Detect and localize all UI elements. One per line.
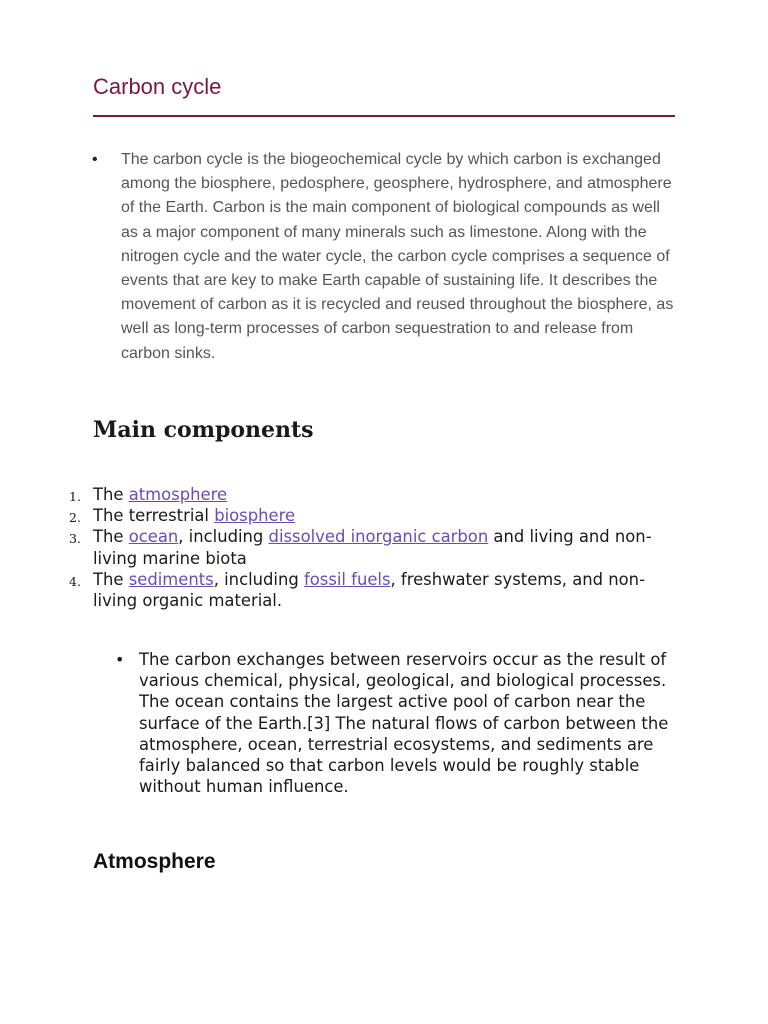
- bullet-icon: •: [92, 151, 98, 168]
- list-item: [64, 484, 675, 505]
- list-item: [64, 526, 675, 568]
- title-divider: [93, 115, 675, 117]
- bullet-icon: •: [115, 650, 125, 669]
- list-number: 3.: [69, 531, 81, 547]
- item-text: , freshwater systems, and non-living organic material.: [93, 569, 645, 611]
- item-text: The terrestrial: [93, 506, 215, 526]
- fossil-fuels-link[interactable]: fossil fuels: [303, 569, 391, 589]
- list-item: [64, 505, 675, 526]
- list-number: 4.: [69, 573, 81, 589]
- exchanges-paragraph: [110, 649, 676, 797]
- item-text: , including: [178, 527, 269, 547]
- item-text: , including: [213, 569, 304, 589]
- components-list: [64, 484, 675, 611]
- dissolved-inorganic-carbon-link[interactable]: dissolved inorganic carbon: [268, 527, 489, 547]
- list-number: 2.: [69, 510, 81, 526]
- atmosphere-heading: Atmosphere: [93, 850, 216, 873]
- list-item: [64, 569, 675, 611]
- exchanges-list: [110, 649, 676, 797]
- ocean-link[interactable]: ocean: [128, 527, 179, 547]
- item-text: The: [93, 527, 129, 547]
- item-text: and living and non-living marine biota: [93, 527, 652, 568]
- sediments-link[interactable]: sediments: [128, 569, 214, 589]
- item-text: The: [93, 569, 129, 589]
- list-number: 1.: [69, 489, 81, 504]
- intro-paragraph: [93, 148, 675, 366]
- main-components-heading: Main components: [93, 417, 314, 443]
- biosphere-link[interactable]: biosphere: [214, 506, 296, 526]
- intro-list: [93, 148, 675, 366]
- item-text: The: [93, 485, 129, 504]
- exchanges-text: The carbon exchanges between reservoirs occur as the result of various chemical, physical, geological, and biological processes. The ocean contains the largest active pool of carbon near the surface of the Earth.[3] The natural flows of carbon between the atmosphere, ocean, terrestrial ecosystems, and sediments are fairly balanced so that carbon levels would be roughly stable without human influence.: [139, 650, 669, 797]
- document-title: Carbon cycle: [93, 74, 222, 99]
- intro-text: The carbon cycle is the biogeochemical cycle by which carbon is exchanged among the biosphere, pedosphere, geosphere, hydrosphere, and atmosphere of the Earth. Carbon is the main component of biological compounds as well as a major component of many minerals such as limestone. Along with the nitrogen cycle and the water cycle, the carbon cycle comprises a sequence of events that are key to make Earth capable of sustaining life. It describes the movement of carbon as it is recycled and reused throughout the biosphere, as well as long-term processes of carbon sequestration to and release from carbon sinks.: [121, 151, 674, 362]
- atmosphere-link[interactable]: atmosphere: [128, 485, 228, 504]
